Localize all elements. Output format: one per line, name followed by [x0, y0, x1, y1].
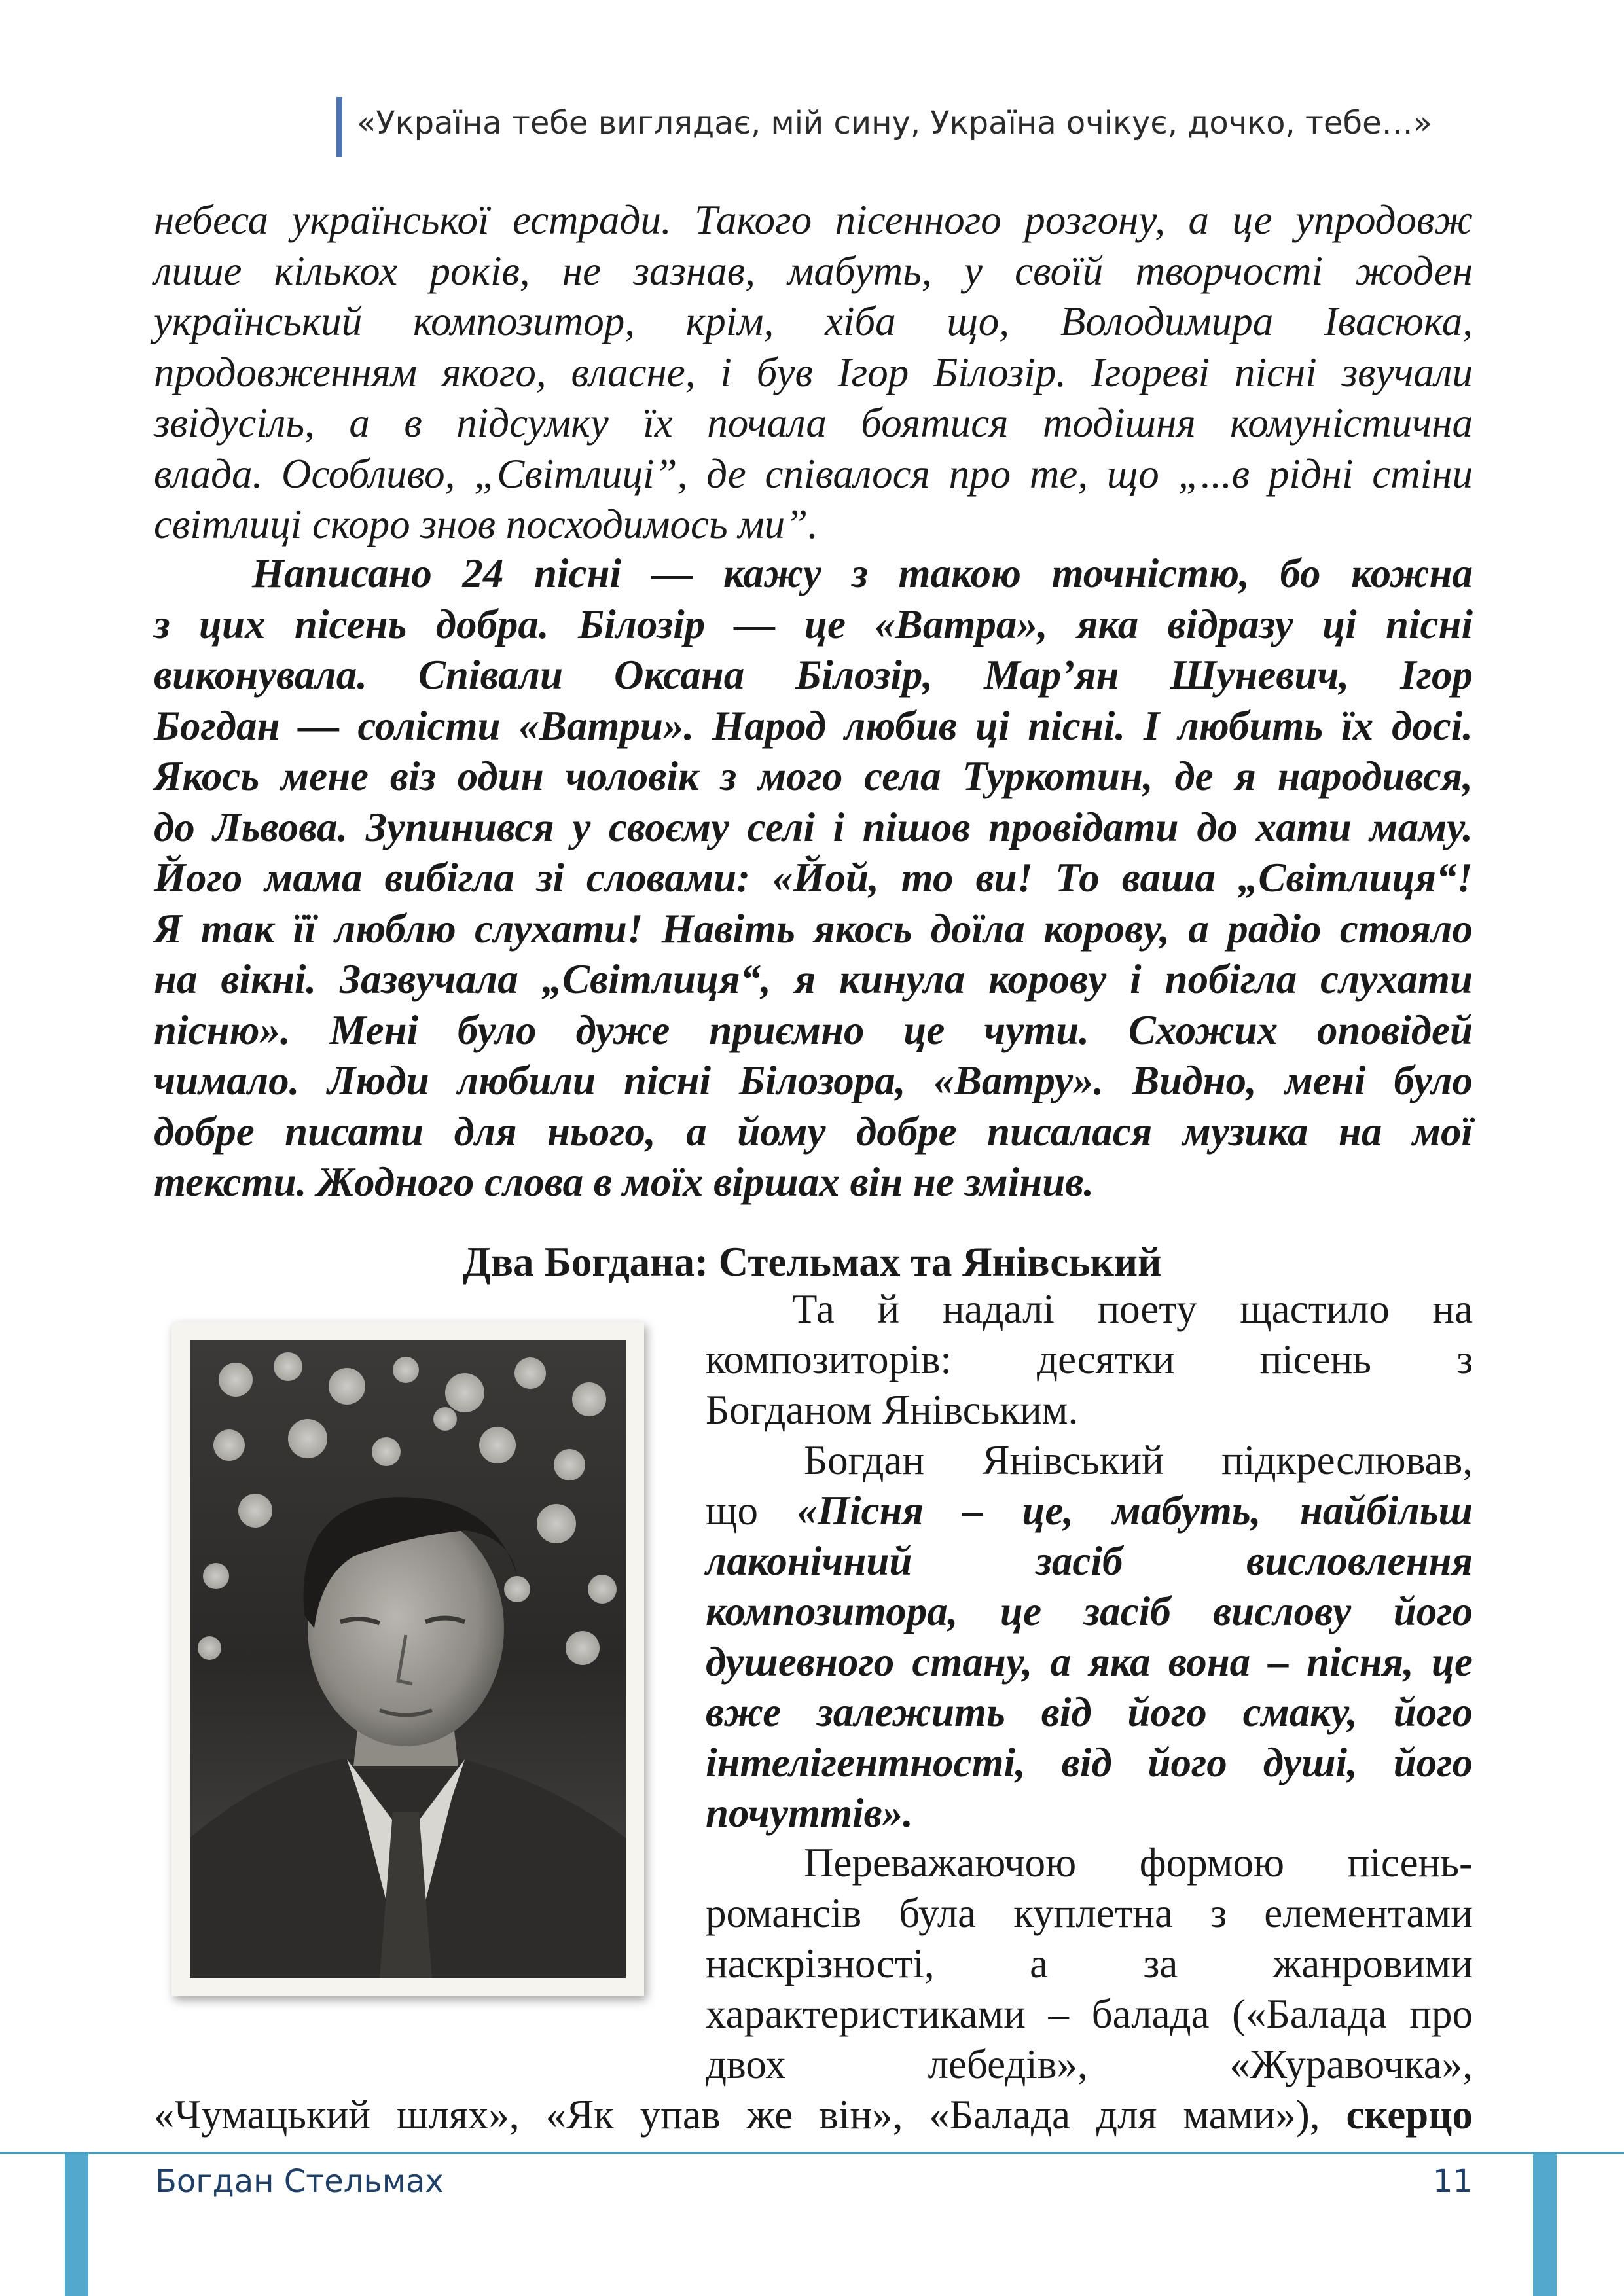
- portrait-photo-frame: [171, 1322, 644, 1996]
- section-title: Два Богдана: Стельмах та Янівський: [462, 1239, 1162, 1285]
- text-line: український композитор, крім, хіба що, Володимира Івасюка,: [154, 298, 1473, 344]
- text-line: вже залежить від його смаку, його: [706, 1689, 1473, 1735]
- column-paragraph-2: [706, 1435, 1473, 1839]
- text-line: лаконічний засіб висловлення: [706, 1538, 1473, 1584]
- text-line: небеса української естради. Такого пісенного розгону, а це упродовж: [154, 197, 1473, 243]
- header-accent-bar: [336, 97, 342, 157]
- paragraph-2: [154, 548, 1473, 1208]
- text-line: Написано 24 пісні — кажу з такою точністю, бо кожна: [252, 550, 1473, 596]
- text-line: пісню». Мені було дуже приємно це чути. Схожих оповідей: [154, 1007, 1473, 1053]
- text-line: Переважаючою формою пісень-: [804, 1840, 1473, 1886]
- text-line: характеристиками – балада («Балада про: [706, 1991, 1473, 2037]
- text-line: добре писати для нього, а йому добре писалася музика на мої: [154, 1108, 1473, 1155]
- column-paragraph-1: [706, 1284, 1473, 1435]
- text-line: [154, 2090, 1473, 2141]
- paragraph-3-last-line: [154, 2090, 1473, 2141]
- page-number: 11: [1432, 2163, 1473, 2200]
- text-line: Його мама вибігла зі словами: «Йой, то ви! То ваша „Світлиця“!: [154, 855, 1473, 901]
- text-line: Богданом Янівським.: [706, 1387, 1079, 1433]
- text-line: на вікні. Зазвучала „Світлиця“, я кинула корову і побігла слухати: [154, 956, 1473, 1002]
- text-span: що: [706, 1488, 797, 1534]
- text-line: інтелігентності, від його душі, його: [706, 1740, 1473, 1785]
- text-line: [706, 1486, 1473, 1536]
- footer-author: Богдан Стельмах: [155, 2163, 444, 2200]
- text-line: Богдан — солісти «Ватри». Народ любив ці пісні. І любить їх досі.: [154, 702, 1473, 749]
- text-line: чимало. Люди любили пісні Білозора, «Ватру». Видно, мені було: [154, 1058, 1473, 1103]
- portrait-photo: [190, 1340, 626, 1978]
- text-line: до Львова. Зупинився у своєму селі і пішов провідати до хати маму.: [154, 804, 1473, 850]
- text-line: композитора, це засіб вислову його: [706, 1588, 1473, 1634]
- text-line: Я так її люблю слухати! Навіть якось доїла корову, а радіо стояло: [154, 905, 1473, 952]
- footer-accent-right: [1533, 2154, 1557, 2296]
- text-line: наскрізності, а за жанровими: [706, 1941, 1473, 1986]
- bold-term: скерцо: [1346, 2092, 1473, 2138]
- text-line: композиторів: десятки пісень з: [706, 1336, 1473, 1382]
- text-line: звідусіль, а в підсумку їх почала боятися тодішня комуністична: [154, 400, 1473, 446]
- text-line: Якось мене віз один чоловік з мого села Туркотин, де я народився,: [154, 753, 1473, 799]
- text-line: влада. Особливо, „Світлиці”, де співалося про те, що „...в рідні стіни: [154, 450, 1473, 497]
- text-line: лише кількох років, не зазнав, мабуть, у своїй творчості жоден: [154, 247, 1473, 294]
- text-line: двох лебедів», «Журавочка»,: [706, 2041, 1473, 2087]
- text-line: Богдан Янівський підкреслював,: [804, 1437, 1473, 1483]
- footer-rule: [0, 2152, 1624, 2154]
- paragraph-1: [154, 195, 1473, 550]
- running-header: «Україна тебе виглядає, мій сину, Україна очікує, дочко, тебе…»: [357, 105, 1432, 141]
- text-line: виконувала. Співали Оксана Білозір, Мар’ян Шуневич, Ігор: [154, 652, 1473, 698]
- text-line: з цих пісень добра. Білозір — це «Ватра», яка відразу ці пісні: [154, 601, 1473, 647]
- footer-accent-left: [65, 2154, 88, 2296]
- text-line: тексти. Жодного слова в моїх віршах він не змінив.: [154, 1159, 1094, 1205]
- text-line: почуттів».: [706, 1790, 913, 1836]
- text-span: «Чумацький шлях», «Як упав же він», «Балада для мами»),: [154, 2092, 1320, 2138]
- text-line: Та й надалі поету щастило на: [792, 1286, 1473, 1332]
- text-line: світлиці скоро знов посходимось ми”.: [154, 501, 818, 547]
- column-paragraph-3: [706, 1838, 1473, 2090]
- text-line: романсів була куплетна з елементами: [706, 1890, 1473, 1936]
- text-line: душевного стану, а яка вона – пісня, це: [706, 1639, 1473, 1685]
- text-line: продовженням якого, власне, і був Ігор Білозір. Ігореві пісні звучали: [154, 349, 1473, 395]
- quote-start: «Пісня – це, мабуть, найбільш: [797, 1488, 1473, 1534]
